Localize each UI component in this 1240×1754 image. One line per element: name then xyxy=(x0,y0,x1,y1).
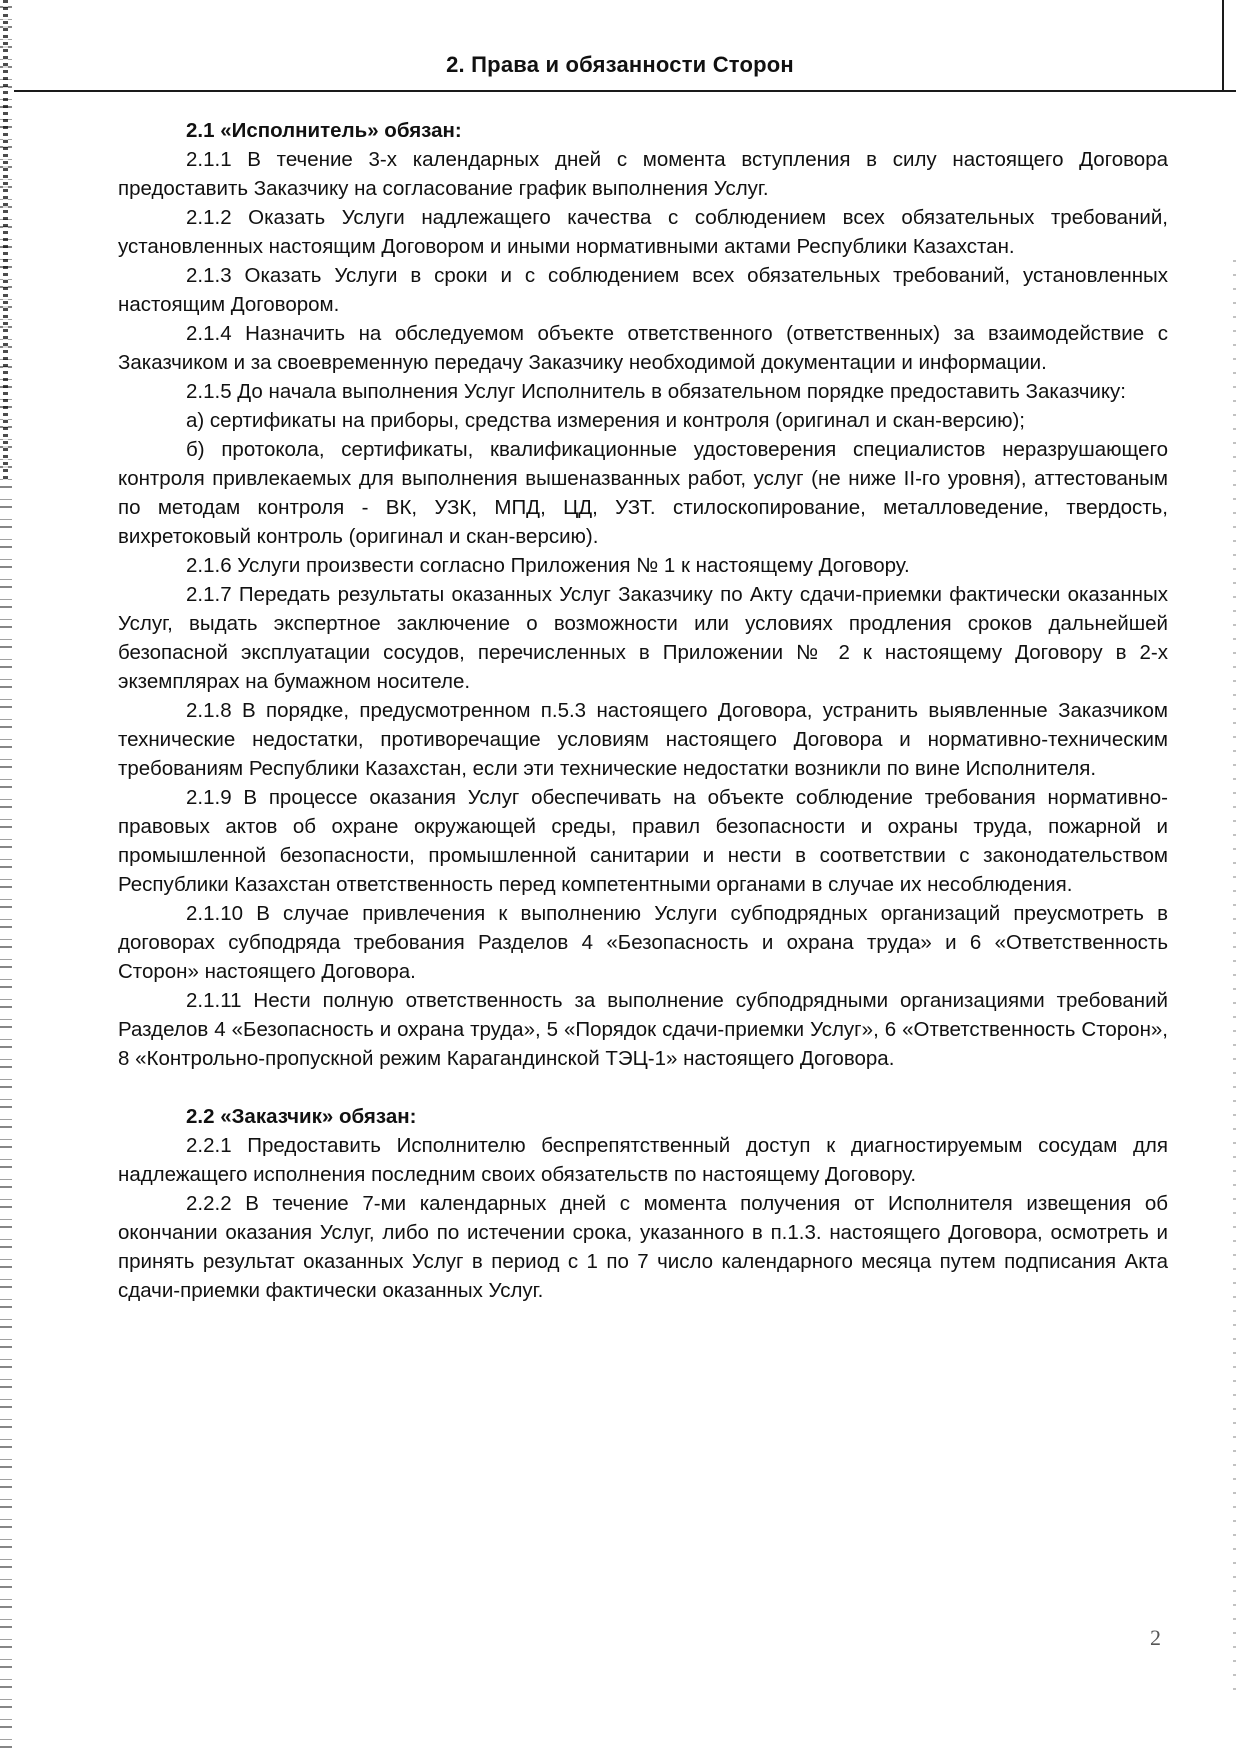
clause-2-2-1: 2.2.1 Предоставить Исполнителю беспрепятственный доступ к диагностируемым сосудам для надлежащего исполнения последним своих обязательств по настоящему Договору. xyxy=(118,1134,1168,1186)
frame-right-rule xyxy=(1222,0,1224,92)
subsection-heading-customer: 2.2 «Заказчик» обязан: xyxy=(186,1105,417,1128)
clause-2-1-3: 2.1.3 Оказать Услуги в сроки и с соблюдением всех обязательных требований, установленных настоящим Договором. xyxy=(118,264,1168,316)
clause-2-2-2: 2.2.2 В течение 7-ми календарных дней с момента получения от Исполнителя извещения об окончании оказания Услуг, либо по истечении срока, указанного в п.1.3. настоящего Договора, осмотреть и принять результат оказанных Услуг в период с 1 по 7 число календарного месяца путем подписания Акта сдачи-приемки фактически оказанных Услуг. xyxy=(118,1192,1168,1302)
clause-2-1-5: 2.1.5 До начала выполнения Услуг Исполнитель в обязательном порядке предоставить Заказчику: xyxy=(186,380,1127,403)
page-number: 2 xyxy=(1150,1625,1161,1650)
document-body xyxy=(118,116,1168,1305)
clause-2-1-1: 2.1.1 В течение 3-х календарных дней с момента вступления в силу настоящего Договора предоставить Заказчику на согласование график выполнения Услуг. xyxy=(118,148,1168,200)
clause-2-1-10: 2.1.10 В случае привлечения к выполнению Услуги субподрядных организаций преусмотреть в договорах субподряда требования Разделов 4 «Безопасность и охрана труда» и 6 «Ответственность Сторон» настоящего Договора. xyxy=(118,902,1168,983)
clause-2-1-7: 2.1.7 Передать результаты оказанных Услуг Заказчику по Акту сдачи-приемки фактически оказанных Услуг, выдать экспертное заключение о возможности или условиях продления сроков дальнейшей безопасной эксплуатации сосудов, перечисленных в Приложении № 2 к настоящему Договору в 2-х экземплярах на бумажном носителе. xyxy=(118,583,1168,693)
clause-2-1-11: 2.1.11 Нести полную ответственность за выполнение субподрядными организациями требований Разделов 4 «Безопасность и охрана труда», 5 «Порядок сдачи-приемки Услуг», 6 «Ответственность Сторон», 8 «Контрольно-пропускной режим Карагандинской ТЭЦ-1» настоящего Договора. xyxy=(118,989,1168,1070)
clause-2-1-2: 2.1.2 Оказать Услуги надлежащего качества с соблюдением всех обязательных требований, установленных настоящим Договором и иными нормативными актами Республики Казахстан. xyxy=(118,206,1168,258)
clause-2-1-9: 2.1.9 В процессе оказания Услуг обеспечивать на объекте соблюдение требования нормативно-правовых актов об охране окружающей среды, правил безопасности и охраны труда, пожарной и промышленной безопасности, промышленной санитарии и нести в соответствии с законодательством Республики Казахстан ответственность перед компетентными органами в случае их несоблюдения. xyxy=(118,786,1168,896)
subsection-heading-contractor: 2.1 «Исполнитель» обязан: xyxy=(186,119,462,142)
scan-edge-artifact-right xyxy=(1233,260,1236,1700)
title-underline xyxy=(14,90,1236,92)
clause-2-1-6: 2.1.6 Услуги произвести согласно Приложения № 1 к настоящему Договору. xyxy=(186,554,910,577)
section-title: 2. Права и обязанности Сторон xyxy=(446,52,794,77)
clause-2-1-4: 2.1.4 Назначить на обследуемом объекте ответственного (ответственных) за взаимодействие с Заказчиком и за своевременную передачу Заказчику необходимой документации и информации. xyxy=(118,322,1168,374)
clause-2-1-5-item-a: а) сертификаты на приборы, средства измерения и контроля (оригинал и скан-версию); xyxy=(186,409,1025,432)
clause-2-1-8: 2.1.8 В порядке, предусмотренном п.5.3 настоящего Договора, устранить выявленные Заказчиком технические недостатки, противоречащие условиям настоящего Договора и нормативно-техническим требованиям Республики Казахстан, если эти технические недостатки возникли по вине Исполнителя. xyxy=(118,699,1168,780)
clause-2-1-5-item-b: б) протокола, сертификаты, квалификационные удостоверения специалистов неразрушающего контроля привлекаемых для выполнения вышеназванных работ, услуг (не ниже II-го уровня), аттестованым по методам контроля - ВК, УЗК, МПД, ЦД, УЗТ. стилоскопирование, металловедение, твердость, вихретоковый контроль (оригинал и скан-версию). xyxy=(118,438,1168,548)
